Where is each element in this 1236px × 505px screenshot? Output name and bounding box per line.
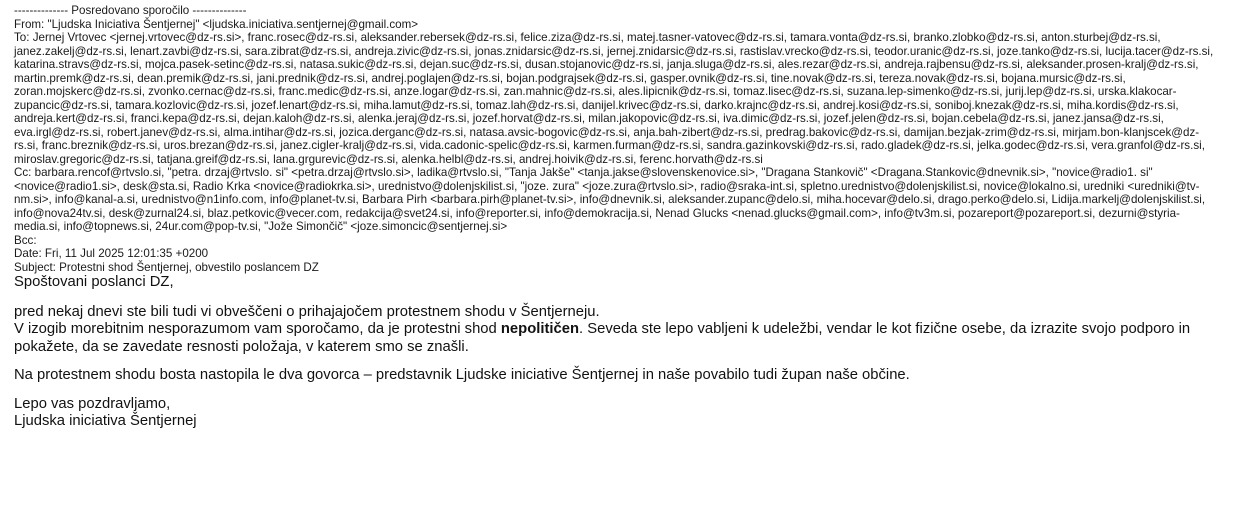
- signature: Ljudska iniciativa Šentjernej: [14, 413, 197, 429]
- email-header: [14, 4, 1222, 274]
- paragraph-2: Na protestnem shodu bosta nastopila le dva govorca – predstavnik Ljudske iniciative Šentjernej in naše povabilo tudi župan naše občine.: [14, 367, 910, 383]
- paragraph-1-line-1: pred nekaj dnevi ste bili tudi vi obveščeni o prihajajočem protestnem shodu v Šentjerneju.: [14, 303, 600, 320]
- to-recipients: Jernej Vrtovec <jernej.vrtovec@dz-rs.si>, franc.rosec@dz-rs.si, aleksander.rebersek@dz-rs.si, felice.ziza@dz-rs.si, matej.tasner-vatovec@dz-rs.si, tamara.vonta@dz-rs.si, branko.zlobko@dz-rs.si, anton.sturbej@dz-rs.si, janez.zakelj@dz-rs.si, lenart.zavbi@dz-rs.si, sara.zibrat@dz-rs.si, andreja.zivic@dz-rs.si, jonas.znidarsic@dz-rs.si, jernej.znidarsic@dz-rs.si, rastislav.vrecko@dz-rs.si, teodor.uranic@dz-rs.si, joze.tanko@dz-rs.si, lucija.tacer@dz-rs.si, katarina.stravs@dz-rs.si, mojca.pasek-setinc@dz-rs.si, natasa.sukic@dz-rs.si, dejan.suc@dz-rs.si, dusan.stojanovic@dz-rs.si, janja.sluga@dz-rs.si, ales.rezar@dz-rs.si, andreja.rajbensu@dz-rs.si, aleksander.prosen-kralj@dz-rs.si, martin.premk@dz-rs.si, dean.premik@dz-rs.si, jani.prednik@dz-rs.si, andrej.poglajen@dz-rs.si, bojan.podgrajsek@dz-rs.si, gasper.ovnik@dz-rs.si, tine.novak@dz-rs.si, tereza.novak@dz-rs.si, bojana.mursic@dz-rs.si, zoran.mojskerc@dz-rs.si, zvonko.cernac@dz-rs.si, franc.medic@dz-rs.si, anze.logar@dz-rs.si, zan.mahnic@dz-rs.si, ales.lipicnik@dz-rs.si, tomaz.lisec@dz-rs.si, suzana.lep-simenko@dz-rs.si, jurij.lep@dz-rs.si, urska.klakocar-zupancic@dz-rs.si, tamara.kozlovic@dz-rs.si, jozef.lenart@dz-rs.si, miha.lamut@dz-rs.si, tomaz.lah@dz-rs.si, danijel.krivec@dz-rs.si, darko.krajnc@dz-rs.si, andrej.kosi@dz-rs.si, soniboj.knezak@dz-rs.si, miha.kordis@dz-rs.si, andreja.kert@dz-rs.si, franci.kepa@dz-rs.si, dejan.kaloh@dz-rs.si, alenka.jeraj@dz-rs.si, jozef.horvat@dz-rs.si, milan.jakopovic@dz-rs.si, iva.dimic@dz-rs.si, jozef.jelen@dz-rs.si, bojan.cebela@dz-rs.si, janez.jansa@dz-rs.si, eva.irgl@dz-rs.si, robert.janev@dz-rs.si, alma.intihar@dz-rs.si, jozica.derganc@dz-rs.si, natasa.avsic-bogovic@dz-rs.si, anja.bah-zibert@dz-rs.si, predrag.bakovic@dz-rs.si, damijan.bezjak-zrim@dz-rs.si, mirjam.bon-klanjscek@dz-rs.si, franc.breznik@dz-rs.si, uros.brezan@dz-rs.si, janez.cigler-kralj@dz-rs.si, vida.cadonic-spelic@dz-rs.si, karmen.furman@dz-rs.si, sandra.gazinkovski@dz-rs.si, rado.gladek@dz-rs.si, jelka.godec@dz-rs.si, vera.granfol@dz-rs.si, miroslav.gregoric@dz-rs.si, tatjana.greif@dz-rs.si, lana.grgurevic@dz-rs.si, alenka.helbl@dz-rs.si, andrej.hoivik@dz-rs.si, ferenc.horvath@dz-rs.si: [14, 31, 1214, 166]
- cc-line: [14, 166, 1222, 234]
- forward-marker: -------------- Posredovano sporočilo --------------: [14, 4, 247, 17]
- from-line: From: "Ljudska Iniciativa Šentjernej" <ljudska.iniciativa.sentjernej@gmail.com>: [14, 17, 419, 31]
- cc-label: Cc:: [14, 166, 32, 179]
- paragraph-1-line-2-end: . Seveda ste lepo vabljeni k udeležbi, vendar le kot fizične osebe, da izrazite svojo podporo in pokažete, da se zavedate resnosti položaja, v katerem smo se znašli.: [14, 321, 1191, 355]
- paragraph-1: [14, 304, 1222, 357]
- greeting: Spoštovani poslanci DZ,: [14, 274, 174, 290]
- email-body: [14, 274, 1222, 431]
- cc-recipients: barbara.rencof@rtvslo.si, "petra. drzaj@rtvslo. si" <petra.drzaj@rtvslo.si>, ladika@rtvslo.si, "Tanja Jakše" <tanja.jakse@slovenskenovice.si>, "Dragana Stankovič" <Dragana.Stankovic@dnevnik.si>, "novice@radio1. si" <novice@radio1.si>, desk@sta.si, Radio Krka <novice@radiokrka.si>, urednistvo@dolenjskilist.si, "joze. zura" <joze.zura@rtvslo.si>, radio@sraka-int.si, spletno.urednistvo@dolenjskilist.si, novice@lokalno.si, uredniki <uredniki@tv-nm.si>, info@kanal-a.si, urednistvo@n1info.com, info@planet-tv.si, Barbara Pirh <barbara.pirh@planet-tv.si>, info@dnevnik.si, aleksander.zupanc@delo.si, miha.hocevar@delo.si, drago.perko@delo.si, Lidija.markelj@dolenjskilist.si, info@nova24tv.si, desk@zurnal24.si, blaz.petkovic@vecer.com, redakcija@svet24.si, info@reporter.si, info@demokracija.si, Nenad Glucks <nenad.glucks@gmail.com>, info@tv3m.si, pozareport@pozareport.si, dezurni@styria-media.si, info@topnews.si, 24ur.com@pop-tv.si, "Jože Simončič" <joze.simoncic@sentjernej.si>: [14, 166, 1206, 233]
- bcc-line: Bcc:: [14, 233, 37, 247]
- subject-line: Subject: Protestni shod Šentjernej, obvestilo poslancem DZ: [14, 260, 319, 274]
- to-line: [14, 31, 1222, 166]
- non-political-emphasis: nepolitičen: [500, 321, 579, 337]
- paragraph-1-line-2-start: V izogib morebitnim nesporazumom vam sporočamo, da je protestni shod: [14, 321, 501, 337]
- date-line: Date: Fri, 11 Jul 2025 12:01:35 +0200: [14, 247, 209, 260]
- to-label: To:: [14, 31, 30, 44]
- closing: Lepo vas pozdravljamo,: [14, 395, 171, 412]
